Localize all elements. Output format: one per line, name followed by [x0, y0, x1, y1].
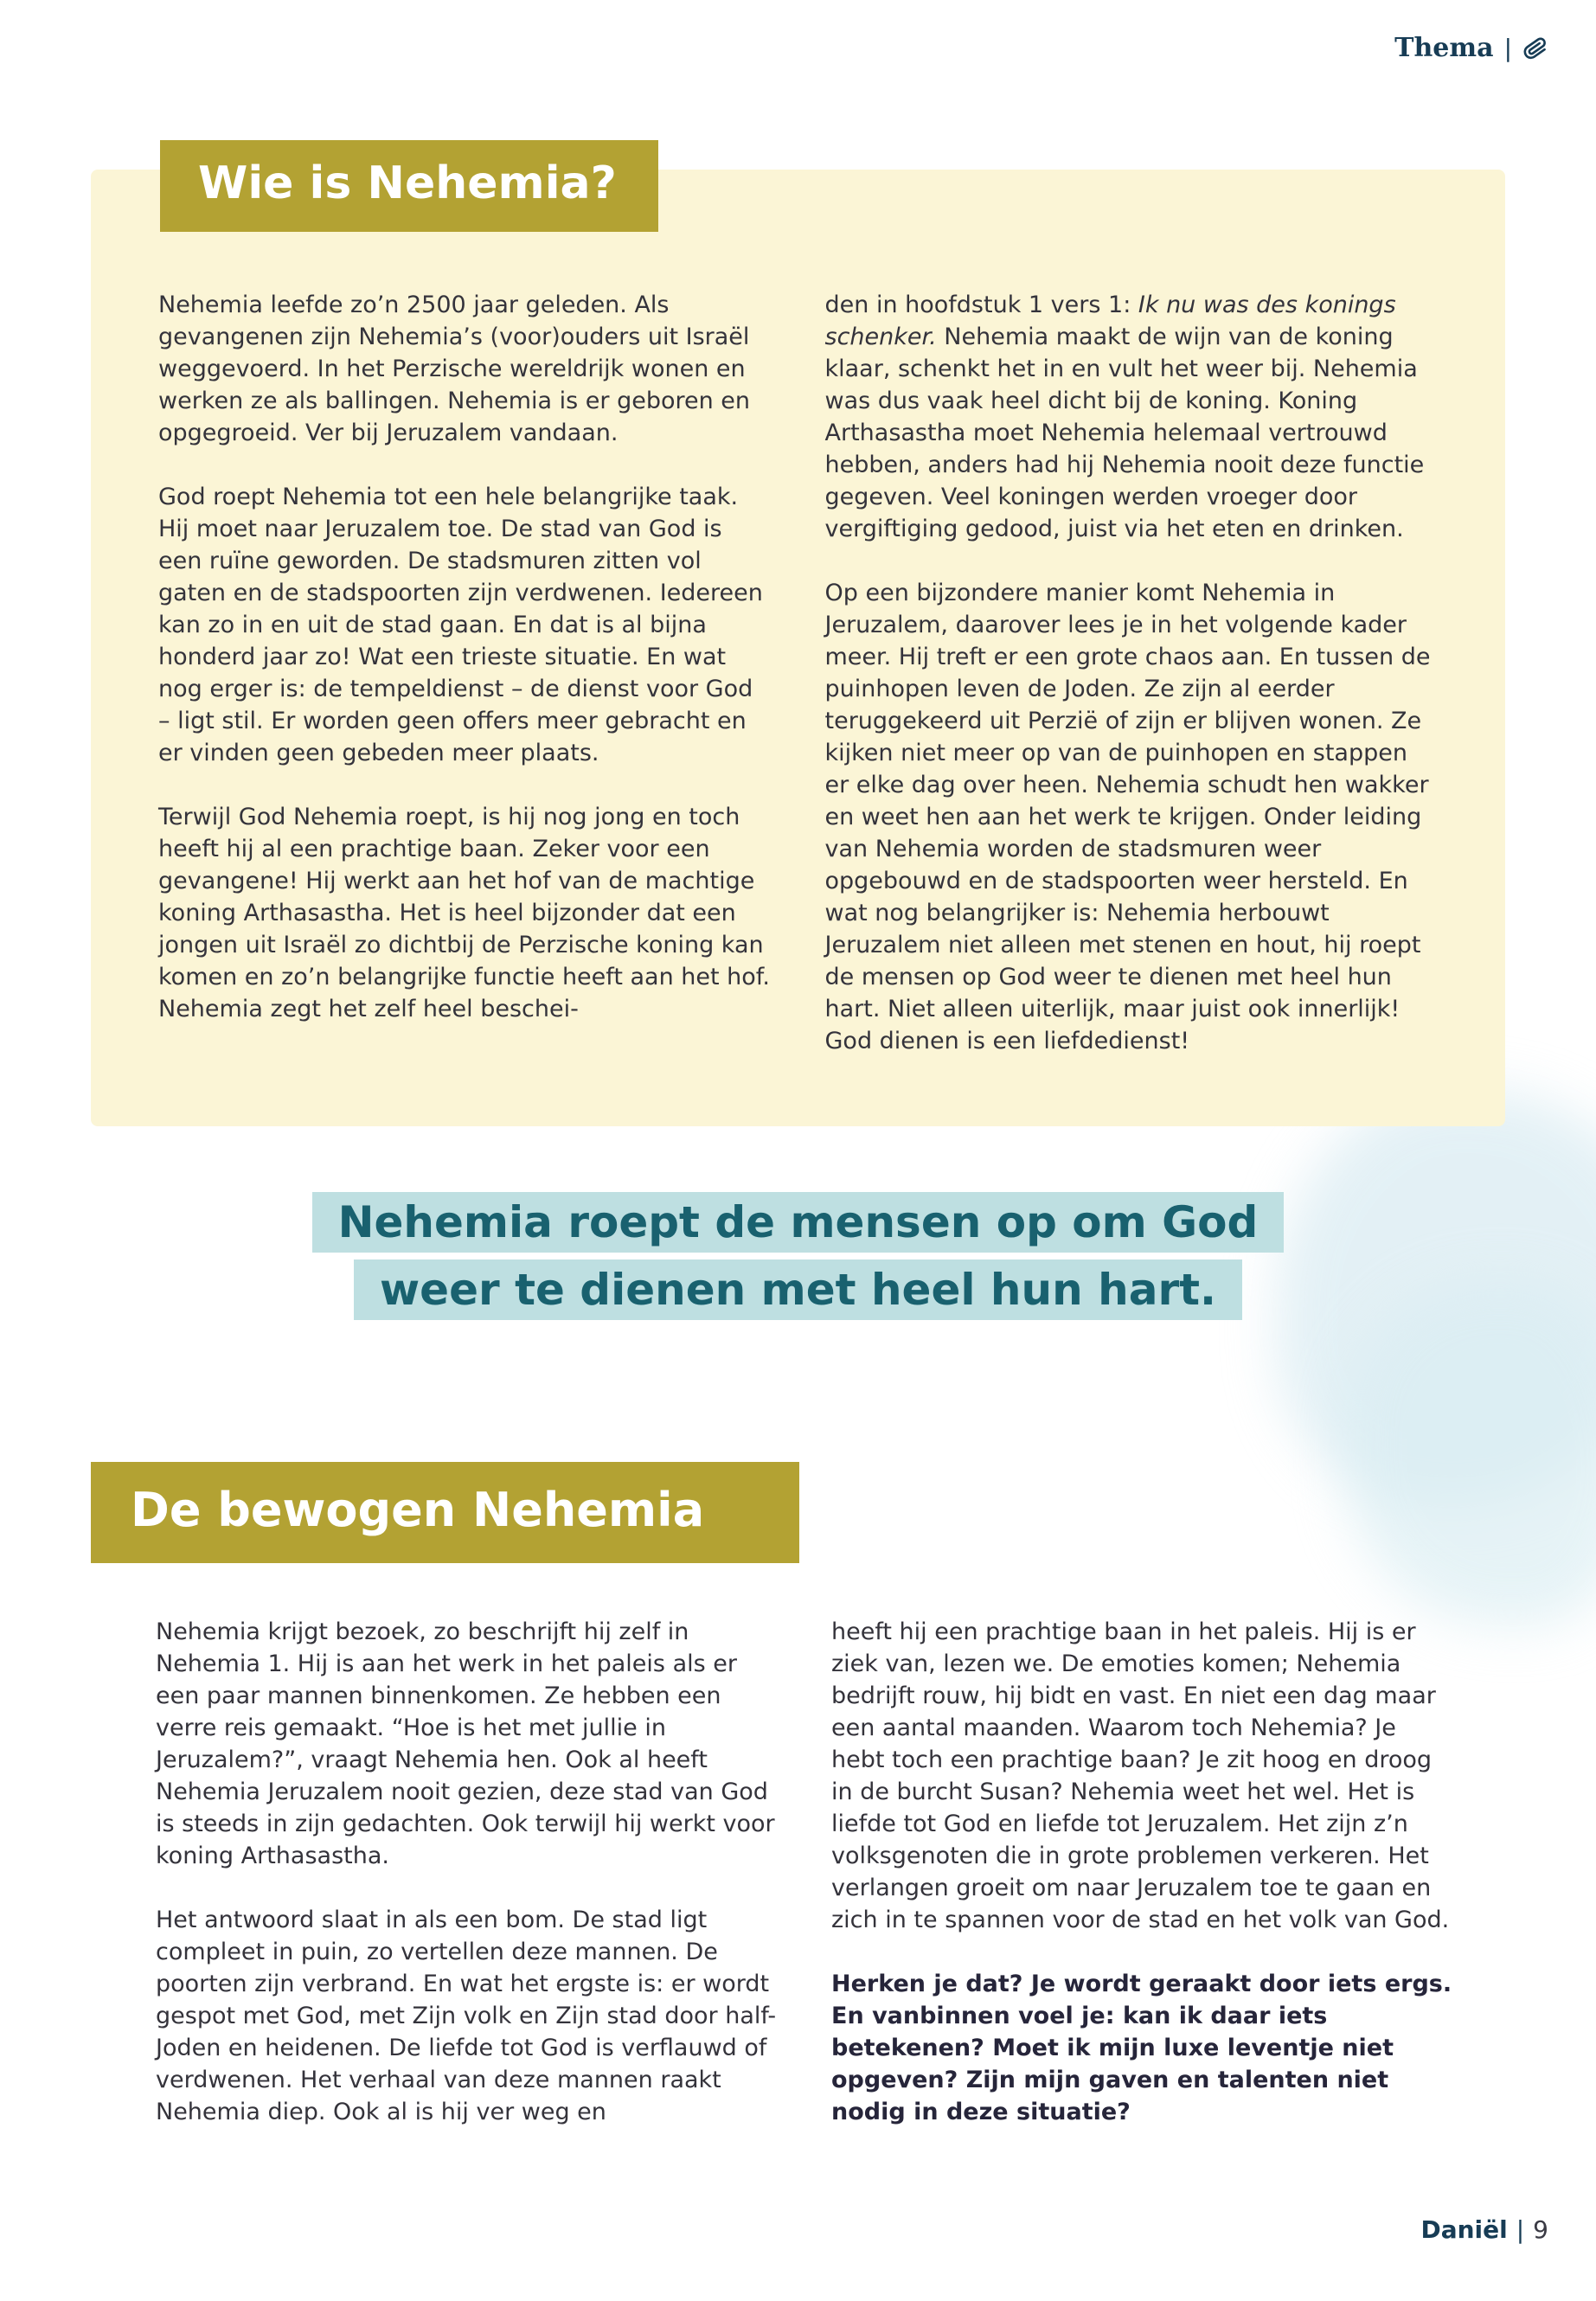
body-paragraph: Nehemia leefde zo’n 2500 jaar geleden. Als gevangenen zijn Nehemia’s (voor)ouders uit Israël weggevoerd. In het Perzische wereldrijk wonen en werken ze als ballingen. Nehemia is er geboren en opgegroeid. Ver bij Jeruzalem vandaan.	[158, 292, 751, 446]
magazine-name: Daniël	[1420, 2215, 1508, 2244]
application-question-paragraph: Herken je dat? Je wordt geraakt door iets ergs. En vanbinnen voel je: kan ik daar iets betekenen? Moet ik mijn luxe leventje niet opgeven? Zijn mijn gaven en talenten niet nodig in deze situatie?	[831, 1971, 1452, 2125]
section-wie-is-nehemia	[91, 157, 1505, 1126]
body-paragraph: Het antwoord slaat in als een bom. De stad ligt compleet in puin, zo vertellen deze mannen. De poorten zijn verbrand. En wat het ergste is: er wordt gespot met God, met Zijn volk en Zijn stad door half-Joden en heidenen. De liefde tot God is verflauwd of verdwenen. Het verhaal van deze mannen raakt Nehemia diep. Ook al is hij ver weg en	[156, 1907, 777, 2125]
body-paragraph: heeft hij een prachtige baan in het paleis. Hij is er ziek van, lezen we. De emoties komen; Nehemia bedrijft rouw, hij bidt en vast. En niet een dag maar een aantal maanden. Waarom toch Nehemia? Je hebt toch een prachtige baan? Je zit hoog en droog in de burcht Susan? Nehemia weet het wel. Het is liefde tot God en liefde tot Jeruzalem. Het zijn z’n volksgenoten die in grote problemen verkeren. Het verlangen groeit om naar Jeruzalem toe te gaan en zich in te spannen voor de stad en het volk van God.	[831, 1618, 1450, 1933]
column-left	[158, 289, 772, 1057]
text-run: Nehemia maakt de wijn van de koning klaar, schenkt het in en vult het weer bij. Nehemia was dus vaak heel dicht bij de koning. Koning Arthasastha moet Nehemia helemaal vertrouwd hebben, anders had hij Nehemia nooit deze functie gegeven. Veel koningen werden vroeger door vergiftiging gedood, juist via het eten en drinken.	[824, 324, 1425, 542]
page-number: 9	[1533, 2215, 1548, 2244]
bible-quote: Ik nu was des konings schenker.	[824, 292, 1396, 350]
section-title-banner: Wie is Nehemia?	[160, 140, 658, 232]
body-paragraph: Op een bijzondere manier komt Nehemia in Jeruzalem, daarover lees je in het volgende kader meer. Hij treft er een grote chaos aan. En tussen de puinhopen leven de Joden. Ze zijn al eerder teruggekeerd uit Perzië of zijn er blijven wonen. Ze kijken niet meer op van de puinhopen en stappen er elke dag over heen. Nehemia schudt hen wakker en weet hen aan het werk te krijgen. Onder leiding van Nehemia worden de stadsmuren weer opgebouwd en de stadspoorten weer hersteld. En wat nog belangrijker is: Nehemia herbouwt Jeruzalem niet alleen met stenen en hout, hij roept de mensen op God weer te dienen met heel hun hart. Niet alleen uiterlijk, maar juist ook innerlijk! God dienen is een liefdedienst!	[824, 580, 1431, 1054]
body-paragraph: Terwijl God Nehemia roept, is hij nog jong en toch heeft hij al een prachtige baan. Zeker voor een gevangene! Hij werkt aan het hof van de machtige koning Arthasastha. Het is heel bijzonder dat een jongen uit Israël zo dichtbij de Perzische koning kan komen en zo’n belangrijke functie heeft aan het hof. Nehemia zegt het zelf heel beschei-	[158, 804, 770, 1022]
body-paragraph: God roept Nehemia tot een hele belangrijke taak. Hij moet naar Jeruzalem toe. De stad van God is een ruïne geworden. De stadsmuren zitten vol gaten en de stadspoorten zijn verdwenen. Iedereen kan zo in en uit de stad gaan. En dat is al bijna honderd jaar zo! Wat een trieste situatie. En wat nog erger is: de tempeldienst – de dienst voor God – ligt stil. Er worden geen offers meer gebracht en er vinden geen gebeden meer plaats.	[158, 484, 763, 766]
page-footer	[1420, 2215, 1548, 2244]
pull-quote-line: Nehemia roept de mensen op om God	[312, 1192, 1285, 1253]
two-column-text	[158, 289, 1438, 1057]
pull-quote-line: weer te dienen met heel hun hart.	[354, 1259, 1242, 1320]
footer-separator: |	[1516, 2215, 1525, 2244]
section-title-banner: De bewogen Nehemia	[91, 1462, 799, 1563]
pull-quote	[0, 1192, 1596, 1320]
header-separator: |	[1503, 34, 1512, 62]
page-header	[1394, 33, 1548, 63]
two-column-text	[156, 1616, 1453, 2128]
text-run: den in hoofdstuk 1 vers 1:	[824, 292, 1138, 318]
watercolor-blob	[1345, 1280, 1596, 1626]
column-left	[156, 1616, 778, 2128]
section-de-bewogen-nehemia	[156, 1616, 1453, 2128]
column-right	[831, 1616, 1453, 2128]
body-paragraph	[825, 289, 1439, 545]
body-paragraph: Nehemia krijgt bezoek, zo beschrijft hij zelf in Nehemia 1. Hij is aan het werk in het paleis als er een paar mannen binnenkomen. Ze hebben een verre reis gemaakt. “Hoe is het met jullie in Jeruzalem?”, vraagt Nehemia hen. Ook al heeft Nehemia Jeruzalem nooit gezien, deze stad van God is steeds in zijn gedachten. Ook terwijl hij werkt voor koning Arthasastha.	[156, 1618, 775, 1869]
thema-label: Thema	[1394, 33, 1494, 63]
column-right	[825, 289, 1439, 1057]
paperclip-icon	[1522, 35, 1548, 61]
